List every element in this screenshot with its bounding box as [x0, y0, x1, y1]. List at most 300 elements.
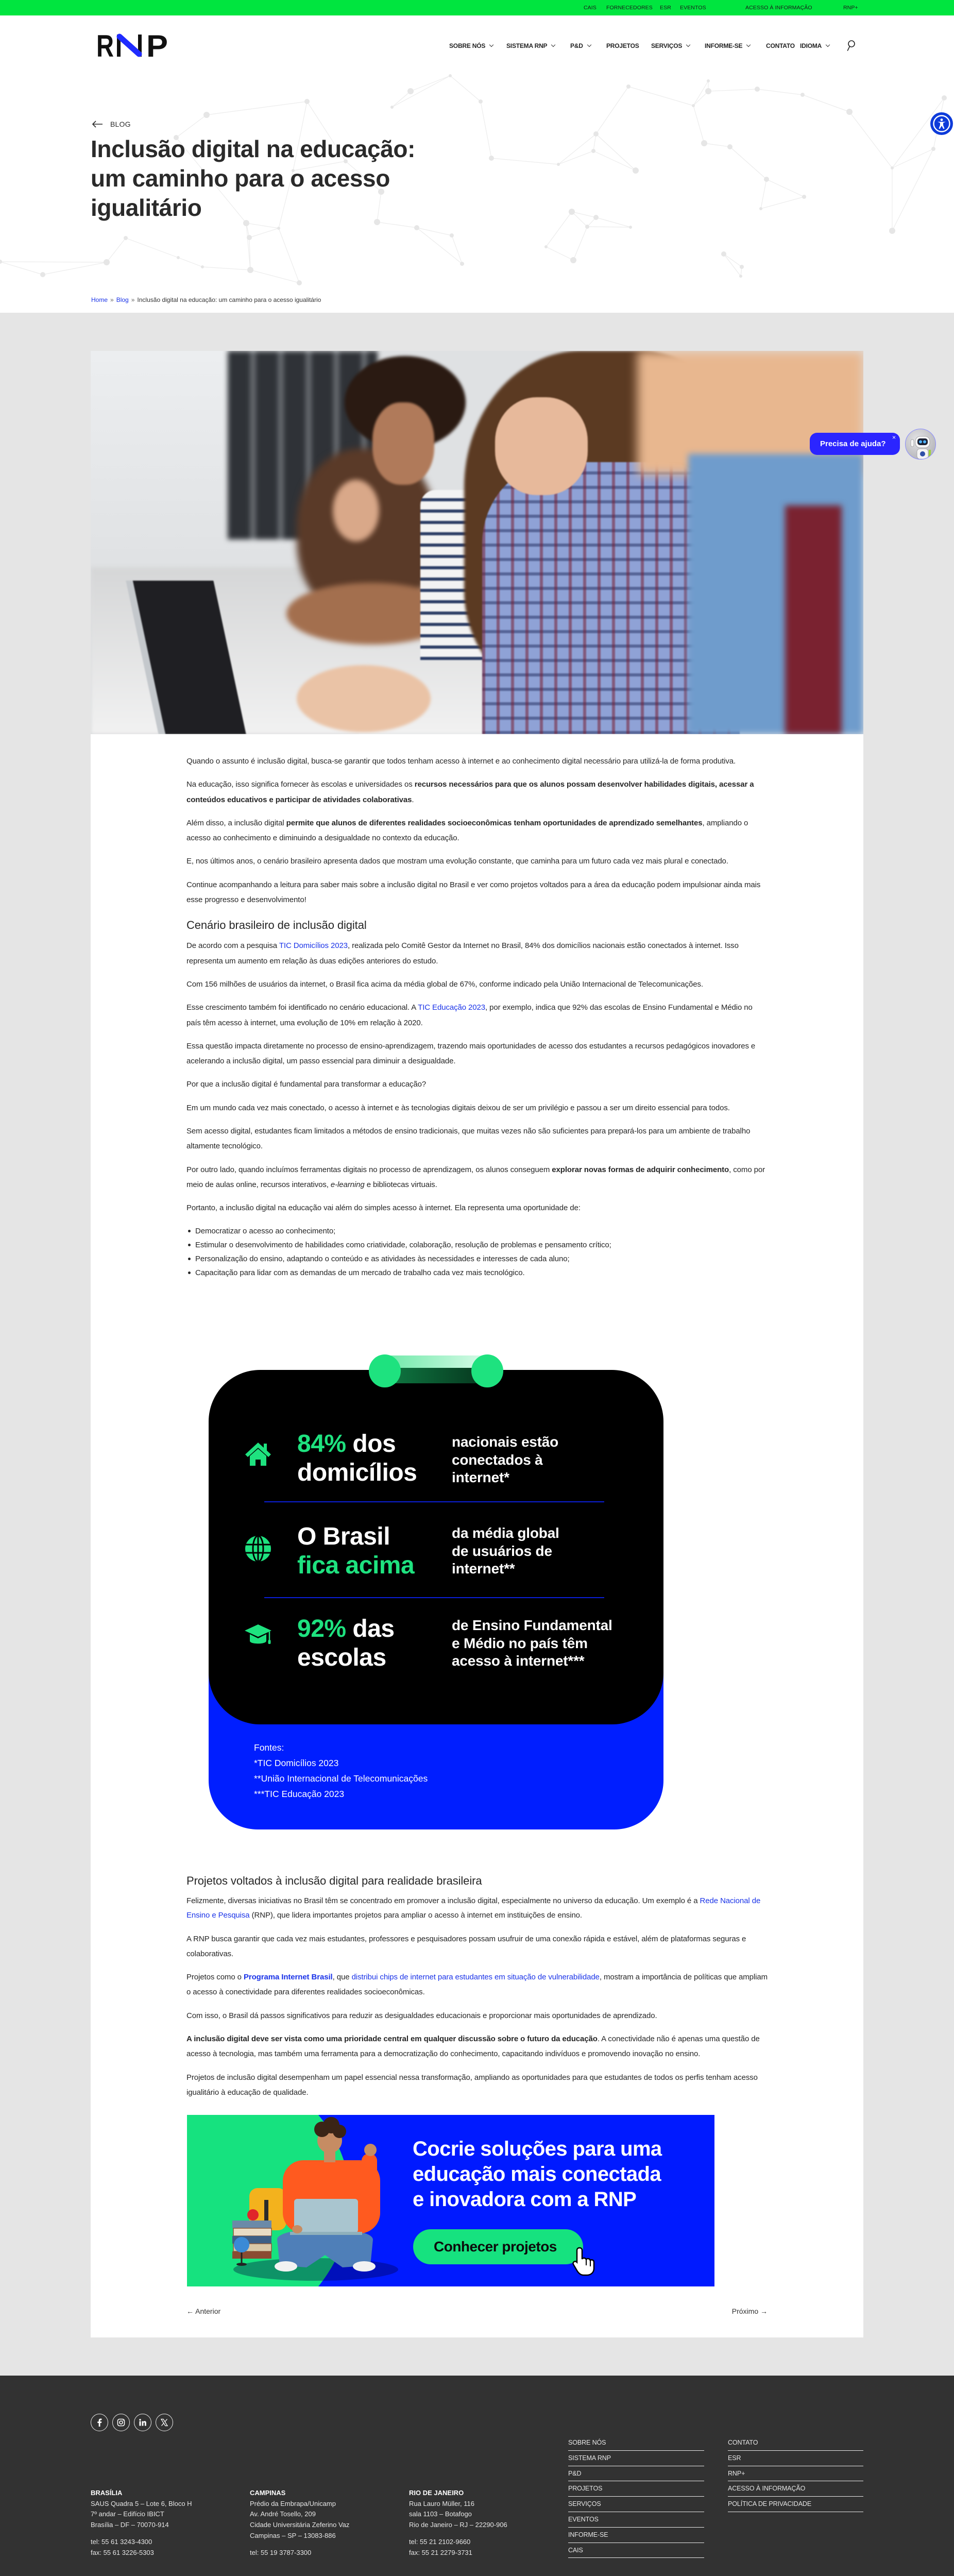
linkedin-link[interactable] [134, 2414, 151, 2431]
paragraph-text: A RNP busca garantir que cada vez mais estudantes, professores e pesquisadores possam usufruir de uma conexão rápida e estável, além de plataformas seguras e colaborativas. [186, 1934, 746, 1958]
help-chat-prompt[interactable] [810, 433, 900, 455]
photo-student-face [372, 402, 434, 485]
breadcrumb-home[interactable]: Home [91, 296, 108, 303]
x-icon [160, 2418, 168, 2427]
search-icon [847, 40, 855, 52]
paragraph-italic: e-learning [330, 1180, 365, 1189]
network-edge [761, 179, 766, 209]
network-node [104, 259, 110, 265]
banner-heading-line: e inovadora com a RNP [413, 2188, 637, 2211]
paragraph-text: , mostram a importância de políticas que ampliam o acesso à conectividade para diferentes realidades socioeconômicas. [186, 1973, 768, 1997]
opportunity-list [186, 1224, 768, 1280]
network-edge [704, 143, 730, 147]
office-fax: fax: 55 21 2279-3731 [409, 2549, 472, 2557]
paragraph [186, 877, 768, 908]
network-node [0, 260, 2, 264]
banner-shoe [275, 2261, 297, 2272]
stat-headline-line [297, 1430, 417, 1459]
network-node [764, 177, 769, 182]
nav-p-and-d[interactable] [570, 41, 591, 50]
paragraph-text: E, nos últimos anos, o cenário brasileiro apresenta dados que mostram uma evolução constante, que caminha para um futuro cada vez mais plural e conectado. [186, 857, 728, 866]
list-item-text: Estimular o desenvolvimento de habilidades como criatividade, colaboração, resolução de problemas e pensamento crítico; [195, 1240, 611, 1249]
office-brasilia [91, 2488, 240, 2558]
photo-hands [297, 665, 431, 732]
banner-heading [413, 2137, 662, 2212]
network-edge [43, 262, 107, 275]
nav-contato[interactable] [766, 41, 795, 50]
list-item [186, 1224, 768, 1238]
paragraph [186, 1970, 768, 1999]
paragraph [186, 1039, 768, 1069]
stat-description-line: da média global [452, 1525, 559, 1541]
network-node [304, 99, 310, 104]
network-node [124, 236, 128, 240]
paragraph [186, 816, 768, 846]
network-node [889, 228, 895, 234]
office-address-line: Rio de Janeiro – RJ – 22290-906 [409, 2521, 507, 2529]
photo-background-face [333, 480, 379, 541]
chevron-down-icon [489, 43, 493, 47]
infographic-binder-decoration [369, 1354, 503, 1387]
stat-description [452, 1617, 612, 1670]
network-edge [724, 254, 742, 267]
nav-label: SISTEMA RNP [506, 42, 548, 49]
infographic-sources [254, 1740, 428, 1802]
sources-label: Fontes: [254, 1742, 284, 1753]
stat-description-line: acesso à internet*** [452, 1653, 585, 1669]
network-edge [724, 254, 741, 276]
paragraph-bold: permite que alunos de diferentes realidades socioeconômicas tenham oportunidades de aprendizado semelhantes [286, 818, 703, 827]
next-post-link[interactable]: Próximo → [731, 2307, 768, 2315]
stat-headline [297, 1430, 417, 1487]
paragraph-text: Projetos como o [186, 1973, 244, 1982]
utility-link-acesso-informacao[interactable]: ACESSO À INFORMAÇÃO [745, 5, 812, 11]
breadcrumb-separator: » [131, 296, 135, 303]
office-phone: tel: 55 61 3243-4300 [91, 2538, 152, 2546]
breadcrumb-blog[interactable]: Blog [116, 296, 129, 303]
office-address-line: Brasília – DF – 70070-914 [91, 2521, 169, 2529]
list-item [186, 1238, 768, 1252]
footer-menu-secondary [728, 2435, 863, 2512]
utility-link-esr[interactable]: ESR [660, 5, 671, 11]
link-bold-text: Programa Internet Brasil [243, 1973, 333, 1982]
paragraph-text: Quando o assunto é inclusão digital, busca-se garantir que todos tenham acesso à internet e ao conhecimento digital necessário para utilizá-la de forma produtiva. [186, 757, 736, 766]
office-rio-de-janeiro [409, 2488, 558, 2558]
list-item-text: Democratizar o acesso ao conhecimento; [195, 1226, 336, 1235]
footer-menu-primary [568, 2435, 704, 2558]
network-node [759, 207, 762, 210]
office-address-line: Campinas – SP – 13083-886 [250, 2531, 336, 2539]
nav-label: SERVIÇOS [651, 42, 683, 49]
photo-red-shirt [785, 505, 842, 734]
accessibility-icon [932, 114, 951, 133]
instagram-link[interactable] [112, 2414, 130, 2431]
chevron-down-icon [551, 43, 555, 47]
network-node [707, 79, 710, 82]
paragraph [186, 1077, 768, 1092]
x-link[interactable] [156, 2414, 173, 2431]
utility-link-eventos[interactable]: EVENTOS [680, 5, 706, 11]
paragraph [186, 2032, 768, 2061]
network-edge [250, 270, 299, 283]
network-edge [392, 76, 450, 107]
office-contact [409, 2537, 558, 2558]
paragraph-text: Por que a inclusão digital é fundamental para transformar a educação? [186, 1080, 427, 1089]
nav-label: CONTATO [766, 42, 795, 49]
robot-assistant-icon [906, 429, 936, 460]
paragraph-text: Na educação, isso significa fornecer às escolas e universidades os [186, 780, 415, 789]
stat-headline-text: das [346, 1615, 395, 1642]
network-node [740, 265, 744, 269]
nav-sistema-rnp[interactable] [506, 41, 555, 50]
network-edge [596, 134, 636, 171]
network-edge [892, 149, 933, 168]
footer-link-cais[interactable]: CAIS [568, 2543, 704, 2558]
accessibility-button[interactable] [930, 112, 953, 135]
breadcrumb-separator: » [110, 296, 114, 303]
office-city: CAMPINAS [250, 2489, 286, 2497]
office-address-line: Cidade Universitária Zeferino Vaz [250, 2521, 350, 2529]
office-address-line: sala 1103 – Botafogo [409, 2510, 472, 2518]
paragraph-text: e bibliotecas virtuais. [364, 1180, 437, 1189]
footer-link-esr[interactable]: ESR [728, 2451, 863, 2466]
infographic-stats-panel [209, 1370, 663, 1724]
stat-headline [297, 1615, 395, 1672]
network-edge [0, 262, 43, 275]
network-edge [892, 149, 933, 231]
stat-description-line: conectados à [452, 1451, 543, 1468]
network-node [407, 88, 414, 94]
footer-link-servicos[interactable]: SERVIÇOS [568, 2497, 704, 2512]
network-node [570, 257, 576, 263]
network-node [177, 256, 180, 259]
network-edge [481, 101, 491, 158]
network-edge [593, 134, 596, 151]
instagram-icon [117, 2418, 125, 2427]
network-edge [392, 91, 411, 107]
network-node [800, 93, 805, 97]
network-node [297, 280, 302, 285]
nav-idioma[interactable] [800, 41, 829, 50]
utility-bar [0, 0, 954, 15]
network-node [846, 109, 853, 115]
banner-laptop-base [290, 2232, 362, 2235]
network-edge [126, 238, 178, 258]
paragraph [186, 1000, 768, 1030]
footer-link-acesso-informacao[interactable]: ACESSO À INFORMAÇÃO [728, 2481, 863, 2497]
paragraph-text: Com 156 milhões de usuários da internet, o Brasil fica acima da média global de 67%, conforme indicado pela União Internacional de Telecomunicações. [186, 979, 704, 989]
search-button[interactable] [847, 40, 855, 52]
banner-laptop [294, 2199, 358, 2233]
stat-headline-line [297, 1615, 395, 1643]
banner-shadow [233, 2258, 398, 2281]
link-tic-educacao[interactable]: TIC Educação 2023 [418, 1003, 486, 1012]
network-node [739, 275, 742, 278]
paragraph [186, 854, 768, 869]
hand-pointer-icon [572, 2247, 596, 2277]
paragraph [186, 938, 768, 969]
link-distribui-chips[interactable]: distribui chips de internet para estudantes em situação de vulnerabilidade [351, 1973, 600, 1982]
section-heading: Cenário brasileiro de inclusão digital [186, 919, 367, 932]
footer-link-politica-privacidade[interactable]: POLÍTICA DE PRIVACIDADE [728, 2497, 863, 2512]
arrow-left-icon [92, 121, 103, 128]
source-item: ***TIC Educação 2023 [254, 1789, 345, 1799]
network-edge [558, 151, 593, 164]
stat-headline-line: escolas [297, 1644, 386, 1671]
network-node [593, 131, 599, 137]
network-node [721, 251, 726, 257]
infographic [209, 1354, 663, 1829]
back-label: BLOG [110, 120, 131, 128]
breadcrumb [91, 296, 321, 304]
paragraph [186, 1100, 768, 1115]
utility-link-rnp-plus[interactable]: RNP+ [843, 5, 858, 11]
network-node [450, 233, 454, 238]
conhecer-projetos-button[interactable]: Conhecer projetos [413, 2229, 583, 2264]
stat-headline [297, 1522, 414, 1580]
link-rnp[interactable]: Rede Nacional de Ensino e Pesquisa [186, 1896, 761, 1920]
office-fax: fax: 55 61 3226-5303 [91, 2549, 154, 2557]
paragraph-text: Por outro lado, quando incluímos ferramentas digitais no processo de aprendizagem, os alunos conseguem [186, 1165, 552, 1174]
banner-apple [247, 2209, 259, 2221]
office-address-line: Prédio da Embrapa/Unicamp [250, 2499, 336, 2507]
office-city: RIO DE JANEIRO [409, 2489, 464, 2497]
network-node [942, 95, 947, 100]
list-item-text: Personalização do ensino, adaptando o conteúdo e as atividades às necessidades e interesses de cada aluno; [195, 1254, 570, 1263]
site-footer [0, 2376, 954, 2576]
office-city: BRASÍLIA [91, 2489, 123, 2497]
network-node [755, 87, 760, 92]
network-node [629, 226, 632, 229]
stat-description [452, 1433, 558, 1487]
banner-shoe [353, 2261, 376, 2272]
stat-description-line: e Médio no país têm [452, 1635, 588, 1651]
network-edge [596, 217, 631, 227]
network-edge [202, 267, 250, 270]
paragraph [186, 977, 768, 992]
footer-link-p-and-d[interactable]: P&D [568, 2466, 704, 2482]
footer-link-sistema-rnp[interactable]: SISTEMA RNP [568, 2451, 704, 2466]
graduation-cap-icon [244, 1621, 272, 1650]
list-item [186, 1252, 768, 1266]
photo-girl-face [495, 397, 588, 495]
network-edge [596, 87, 628, 134]
network-edge [546, 247, 573, 260]
network-edge [572, 212, 596, 217]
network-edge [708, 89, 757, 91]
article-body [186, 754, 768, 1280]
office-address-line: Av. André Tosello, 209 [250, 2510, 316, 2518]
paragraph-text: , por exemplo, indica que 92% das escolas de Ensino Fundamental e Médio no país têm acesso à internet, uma evolução de 10% em relação à 2020. [186, 1003, 753, 1027]
paragraph-text: Projetos de inclusão digital desempenham um papel essencial nessa transformação, ampliando as oportunidades para que estudantes de todos os perfis tenham acesso igualitário à educação de qualidade. [186, 2073, 758, 2097]
network-node [414, 225, 419, 230]
network-edge [546, 212, 572, 247]
network-edge [573, 227, 587, 260]
nav-projetos[interactable] [606, 41, 639, 50]
paragraph [186, 2009, 768, 2024]
paragraph [186, 1162, 768, 1193]
back-to-blog-link[interactable] [92, 119, 131, 129]
network-node [569, 209, 575, 215]
network-node [203, 112, 210, 118]
banner-heading-line: Cocrie soluções para uma [413, 2138, 662, 2160]
chevron-down-icon [686, 43, 690, 47]
stat-value: 92% [297, 1615, 346, 1642]
network-node [201, 265, 204, 268]
stat-headline-line: O Brasil [297, 1523, 390, 1550]
paragraph-text: De acordo com a pesquisa [186, 941, 279, 951]
paragraph [186, 1200, 768, 1215]
nav-label: IDIOMA [800, 42, 822, 49]
rnp-logo[interactable] [96, 33, 172, 57]
previous-post-link[interactable]: ← Anterior [186, 2307, 221, 2315]
network-node [449, 74, 452, 77]
stat-description-line: de usuários de [452, 1543, 552, 1559]
paragraph-text: Sem acesso digital, estudantes ficam limitados a métodos de ensino tradicionais, que muitas vezes não são suficientes para prepará-los para um ambiente de trabalho altamente tecnológico. [186, 1127, 751, 1151]
network-edge [572, 212, 587, 227]
paragraph [186, 2071, 768, 2100]
chat-assistant-button[interactable] [905, 429, 936, 460]
stat-description-line: internet** [452, 1561, 515, 1577]
office-phone: tel: 55 21 2102-9660 [409, 2538, 471, 2546]
facebook-icon [95, 2418, 104, 2427]
paragraph-text: Esse crescimento também foi identificado no cenário educacional. A [186, 1003, 418, 1012]
network-node [489, 156, 494, 161]
facebook-link[interactable] [91, 2414, 108, 2431]
featured-image [91, 351, 863, 734]
network-edge [411, 76, 450, 91]
network-node [557, 163, 560, 166]
section-heading: Projetos voltados à inclusão digital para realidade brasileira [186, 1874, 482, 1887]
paragraph [186, 754, 768, 769]
page-title: Inclusão digital na educação: um caminho para o acesso igualitário [91, 135, 415, 221]
utility-link-fornecedores[interactable]: FORNECEDORES [606, 5, 653, 11]
stat-divider [264, 1597, 604, 1598]
network-edge [107, 238, 126, 262]
network-node [585, 225, 589, 229]
network-edge [757, 89, 803, 95]
nav-label: INFORME-SE [705, 42, 743, 49]
stat-divider [264, 1501, 604, 1502]
help-label: Precisa de ajuda? [820, 439, 886, 448]
list-item-text: Capacitação para lidar com as demandas de um mercado de trabalho cada vez mais tecnológico. [195, 1268, 525, 1277]
paragraph [186, 1894, 768, 1923]
paragraph-bold: A inclusão digital deve ser vista como uma prioridade central em qualquer discussão sobre o futuro da educação [186, 2035, 598, 2044]
network-node [460, 262, 464, 266]
network-node [247, 267, 253, 273]
network-node [593, 215, 599, 220]
paragraph-text: , como por meio de aulas online, recursos interativos, [186, 1165, 765, 1189]
nav-servicos[interactable] [651, 41, 690, 50]
footer-link-informe-se[interactable]: INFORME-SE [568, 2528, 704, 2543]
footer-link-projetos[interactable]: PROJETOS [568, 2481, 704, 2497]
network-edge [593, 151, 636, 171]
network-node [701, 140, 707, 146]
footer-link-rnp-plus[interactable]: RNP+ [728, 2466, 863, 2482]
network-edge [761, 197, 804, 209]
network-edge [249, 228, 279, 238]
bullet [188, 1230, 191, 1232]
banner-hand [292, 2225, 302, 2233]
house-icon [244, 1439, 272, 1468]
network-edge [803, 95, 849, 112]
globe-icon [244, 1534, 272, 1563]
footer-link-sobre-nos[interactable]: SOBRE NÓS [568, 2435, 704, 2451]
footer-link-contato[interactable]: CONTATO [728, 2435, 863, 2451]
bullet [188, 1258, 191, 1260]
nav-sobre-nos[interactable] [449, 41, 493, 50]
office-contact [91, 2537, 240, 2558]
stat-description [452, 1524, 559, 1578]
bullet [188, 1272, 191, 1274]
cta-banner[interactable] [187, 2115, 714, 2286]
paragraph-text: Em um mundo cada vez mais conectado, o acesso à internet e às tecnologias digitais deixou de ser um privilégio e passou a ser um direito essencial para todos. [186, 1103, 730, 1112]
network-edge [558, 134, 596, 164]
network-edge [450, 76, 481, 101]
paragraph-text: Continue acompanhando a leitura para saber mais sobre a inclusão digital no Brasil e ver como projetos voltados para a área da educação podem impulsionar ainda mais esse progresso e desenvolvimento! [186, 880, 761, 905]
nav-label: SOBRE NÓS [449, 42, 486, 49]
chevron-down-icon [587, 43, 591, 47]
office-phone: tel: 55 19 3787-3300 [250, 2549, 312, 2557]
nav-informe-se[interactable] [705, 41, 750, 50]
paragraph-text: . A conectividade não é apenas uma questão de acesso à tecnologia, mas também uma ferramenta para a democratização do conhecimento, capacitando indivíduos e promovendo inovação no ensino. [186, 2035, 760, 2059]
paragraph-text: Portanto, a inclusão digital na educação vai além do simples acesso à internet. Ela representa uma oportunidade de: [186, 1204, 581, 1213]
network-edge [377, 222, 417, 228]
paragraph-text: (RNP), que lidera importantes projetos para ampliar o acesso à internet em instituições de ensino. [249, 1911, 582, 1920]
office-contact [250, 2548, 399, 2558]
network-edge [849, 112, 892, 168]
network-node [705, 88, 711, 94]
paragraph-text: Além disso, a inclusão digital [186, 818, 286, 827]
office-address-line: Rua Lauro Müller, 116 [409, 2499, 474, 2507]
banner-raised-arm [362, 2154, 377, 2191]
stat-description-line: nacionais estão [452, 1434, 559, 1450]
network-node [626, 84, 631, 89]
stat-description-line: internet* [452, 1469, 509, 1485]
network-edge [628, 87, 693, 106]
nav-label: P&D [570, 42, 583, 49]
chevron-down-icon [746, 43, 751, 47]
paragraph-text: , que [332, 1973, 352, 1982]
link-tic-domicilios[interactable]: TIC Domicílios 2023 [279, 941, 348, 951]
network-edge [246, 223, 279, 228]
breadcrumb-current: Inclusão digital na educação: um caminho para o acesso igualitário [137, 296, 321, 303]
paragraph [186, 1124, 768, 1154]
network-node [247, 235, 252, 240]
source-item: *TIC Domicílios 2023 [254, 1758, 339, 1768]
stat-description-line: de Ensino Fundamental [452, 1617, 612, 1633]
utility-link-cais[interactable]: CAIS [584, 5, 597, 11]
network-node [591, 149, 595, 153]
source-item: **União Internacional de Telecomunicações [254, 1773, 428, 1784]
network-node [277, 227, 280, 230]
article-body-projects [186, 1871, 768, 2109]
paragraph-text: Essa questão impacta diretamente no processo de ensino-aprendizagem, trazendo mais oportunidades de acesso dos estudantes a recursos pedagógicos inovadores e acelerando a inclusão digital, um passo essencial para diminuir a desigualdade. [186, 1041, 756, 1066]
link-programa-internet-brasil[interactable] [244, 1973, 333, 1981]
footer-link-eventos[interactable]: EVENTOS [568, 2512, 704, 2528]
office-address-line: SAUS Quadra 5 – Lote 6, Bloco H [91, 2499, 192, 2507]
network-node [727, 144, 732, 149]
network-edge [766, 179, 804, 197]
svg-text:R: R [96, 33, 114, 57]
stat-headline-text: dos [346, 1430, 396, 1458]
paragraph-text: , ampliando o acesso ao conhecimento e diminuindo a desigualdade no contexto da educação. [186, 818, 748, 843]
help-close-button[interactable]: × [892, 434, 896, 441]
paragraph-text: . [412, 795, 414, 804]
network-node [633, 167, 639, 174]
stat-headline-line: fica acima [297, 1552, 415, 1579]
network-node [931, 147, 935, 151]
